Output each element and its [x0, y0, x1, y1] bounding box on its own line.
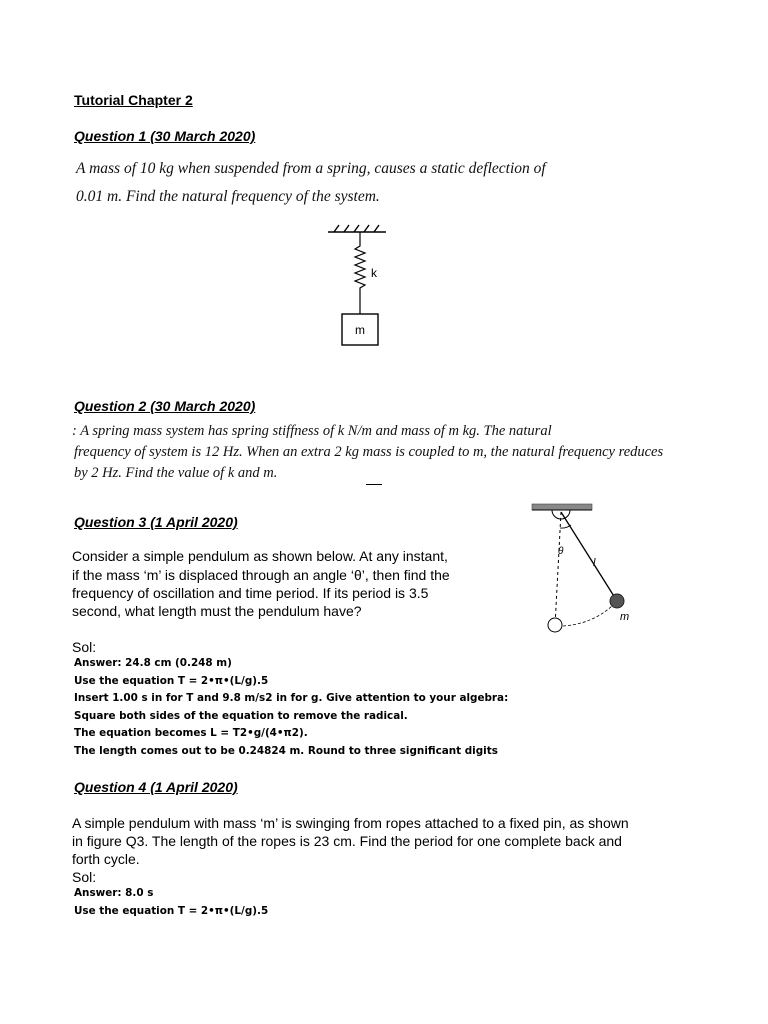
q3-line-2: if the mass ‘m’ is displaced through an angle ‘θ’, then find the: [72, 567, 450, 583]
q3-solution-line-5: The equation becomes L = T2•g/(4•π2).: [74, 727, 308, 740]
q3-solution-line-6: The length comes out to be 0.24824 m. Round to three significant digits: [74, 744, 498, 757]
q1-heading: Question 1 (30 March 2020): [74, 128, 256, 144]
q4-heading: Question 4 (1 April 2020): [74, 779, 238, 795]
rest-bob-icon: [548, 618, 562, 632]
q3-solution-line-2: Use the equation T = 2•π•(L/g).5: [74, 674, 269, 687]
ceiling-icon: [532, 504, 592, 510]
stray-dash: [366, 484, 382, 485]
spring-label: k: [371, 266, 377, 280]
pendulum-figure: [530, 502, 640, 636]
q3-solution-line-3: Insert 1.00 s in for T and 9.8 m/s2 in for g. Give attention to your algebra:: [74, 692, 509, 705]
q4-solution-line-2: Use the equation T = 2•π•(L/g).5: [74, 904, 269, 917]
q3-sol-label: Sol:: [72, 639, 97, 655]
q1-line-2: 0.01 m. Find the natural frequency of the system.: [76, 188, 380, 205]
q2-heading: Question 2 (30 March 2020): [74, 398, 256, 414]
page-title: Tutorial Chapter 2: [74, 92, 193, 108]
swing-path: [563, 606, 612, 626]
q4-sol-label: Sol:: [72, 869, 97, 885]
q3-solution-line-1: Answer: 24.8 cm (0.248 m): [74, 657, 232, 669]
q1-line-1: A mass of 10 kg when suspended from a spring, causes a static deflection of: [76, 160, 546, 177]
length-label: l: [593, 557, 596, 569]
q4-line-1: A simple pendulum with mass ‘m’ is swinging from ropes attached to a fixed pin, as shown: [72, 815, 629, 831]
q2-line-2: frequency of system is 12 Hz. When an extra 2 kg mass is coupled to m, the natural frequency reduces: [74, 444, 664, 460]
q3-line-3: frequency of oscillation and time period. If its period is 3.5: [72, 585, 429, 601]
q4-line-3: forth cycle.: [72, 851, 140, 867]
q4-solution: [74, 885, 268, 920]
mass-label: m: [355, 323, 365, 337]
spring-icon: [355, 232, 365, 314]
q3-line-4: second, what length must the pendulum have?: [72, 603, 362, 619]
q3-solution-line-4: Square both sides of the equation to remove the radical.: [74, 709, 408, 722]
rest-line: [555, 512, 561, 626]
q2-line-1: : A spring mass system has spring stiffness of k N/m and mass of m kg. The natural: [72, 423, 552, 439]
q2-line-3: by 2 Hz. Find the value of k and m.: [74, 465, 278, 481]
q3-heading: Question 3 (1 April 2020): [74, 514, 238, 530]
q3-line-1: Consider a simple pendulum as shown below. At any instant,: [72, 548, 448, 564]
spring-mass-figure: [320, 222, 400, 350]
q4-solution-line-1: Answer: 8.0 s: [74, 887, 154, 899]
pendulum-string: [561, 512, 617, 601]
q3-solution: [74, 655, 508, 761]
theta-label: θ: [558, 546, 564, 557]
pendulum-bob-icon: [610, 594, 624, 608]
q4-line-2: in figure Q3. The length of the ropes is 23 cm. Find the period for one complete back and: [72, 833, 622, 849]
pendulum-mass-label: m: [620, 611, 630, 623]
fixed-support-icon: [328, 225, 386, 232]
